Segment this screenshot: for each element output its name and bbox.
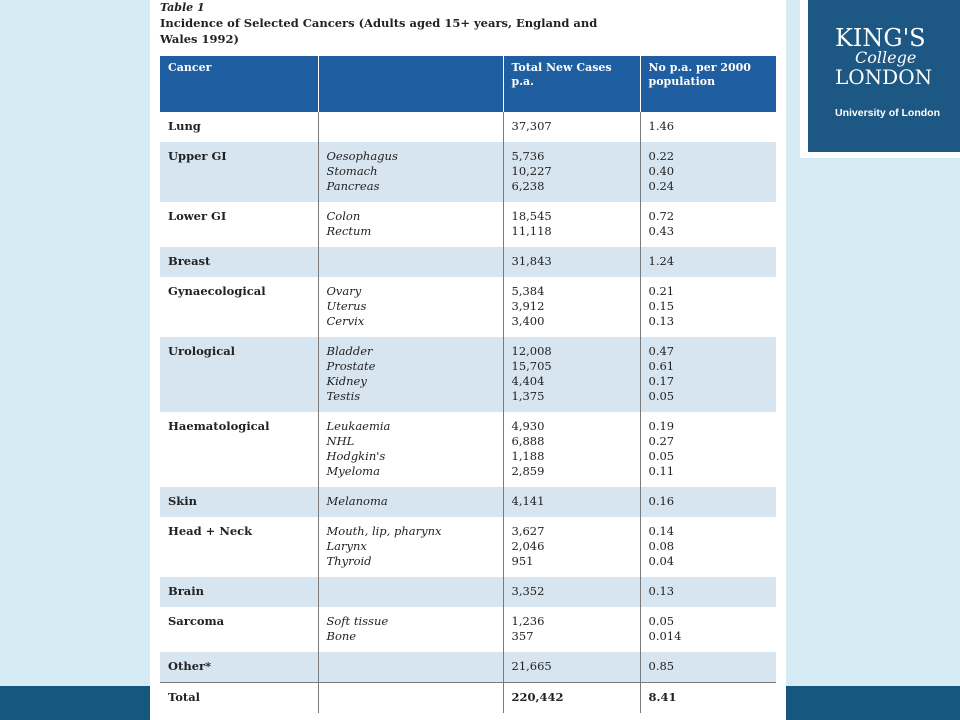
category-cell xyxy=(160,607,318,652)
category-cell-line: Head + Neck xyxy=(168,524,253,538)
table-row xyxy=(160,487,776,517)
subtype-cell-line xyxy=(327,659,495,674)
rate-cell-line: 0.61 xyxy=(648,359,675,373)
table-total-row xyxy=(160,683,776,714)
logo-kings-text: KING'S xyxy=(835,24,926,52)
cases-cell-line: 6,888 xyxy=(511,434,545,448)
subtype-cell-line: Kidney xyxy=(326,374,367,388)
subtype-cell-line: Prostate xyxy=(326,359,376,373)
cases-cell xyxy=(503,652,640,683)
cases-cell-line: 4,404 xyxy=(511,374,545,388)
subtype-cell-line: Testis xyxy=(326,389,361,403)
cases-cell xyxy=(503,202,640,247)
table-row xyxy=(160,412,776,487)
rate-cell-line: 0.16 xyxy=(648,494,675,508)
cases-cell-line: 3,627 xyxy=(511,524,545,538)
subtype-cell-line: NHL xyxy=(326,434,355,448)
cases-cell-line: 15,705 xyxy=(511,359,552,373)
rate-cell xyxy=(640,142,776,202)
rate-cell xyxy=(640,337,776,412)
rate-cell-line: 0.05 xyxy=(648,614,675,628)
subtype-cell-line: Leukaemia xyxy=(326,419,391,433)
subtype-cell xyxy=(318,412,503,487)
cases-cell-line: 37,307 xyxy=(511,119,552,133)
category-cell-line: Breast xyxy=(168,254,211,268)
subtype-cell-line xyxy=(327,254,495,269)
cases-cell-line: 3,352 xyxy=(511,584,545,598)
rate-cell-line: 0.05 xyxy=(648,449,675,463)
category-cell-line: Haematological xyxy=(168,419,270,433)
cases-cell-line: 2,859 xyxy=(511,464,545,478)
subtype-cell-line: Bladder xyxy=(326,344,373,358)
cases-cell-line: 18,545 xyxy=(511,209,552,223)
table-row xyxy=(160,247,776,277)
subtype-cell xyxy=(318,112,503,142)
category-cell xyxy=(160,277,318,337)
rate-cell xyxy=(640,112,776,142)
subtype-cell-line: Stomach xyxy=(326,164,378,178)
subtype-cell xyxy=(318,487,503,517)
subtype-cell-line: Melanoma xyxy=(326,494,388,508)
subtype-cell xyxy=(318,142,503,202)
table-label: Table 1 xyxy=(160,1,205,14)
rate-cell-line: 0.014 xyxy=(648,629,682,643)
subtype-cell-line: Oesophagus xyxy=(326,149,398,163)
rate-cell-line: 0.11 xyxy=(648,464,675,478)
rate-cell-line: 0.14 xyxy=(648,524,675,538)
category-cell xyxy=(160,517,318,577)
rate-cell-line: 1.46 xyxy=(648,119,675,133)
header-total-cases: Total New Cases p.a. xyxy=(503,56,640,112)
subtype-cell-line: Colon xyxy=(326,209,361,223)
category-cell-line: Lower GI xyxy=(168,209,227,223)
rate-cell xyxy=(640,652,776,683)
cases-cell-line: 357 xyxy=(511,629,534,643)
cases-cell-line: 1,188 xyxy=(511,449,545,463)
cases-cell xyxy=(503,517,640,577)
subtype-cell xyxy=(318,517,503,577)
table-row xyxy=(160,517,776,577)
rate-cell-line: 0.17 xyxy=(648,374,675,388)
cases-cell xyxy=(503,112,640,142)
subtype-cell-line xyxy=(327,119,495,134)
category-cell xyxy=(160,112,318,142)
subtype-cell-line: Pancreas xyxy=(326,179,380,193)
rate-cell-line: 0.13 xyxy=(648,314,675,328)
cases-cell-line: 5,736 xyxy=(511,149,545,163)
rate-cell xyxy=(640,277,776,337)
logo-london-text: LONDON xyxy=(835,65,933,89)
cases-cell-line: 11,118 xyxy=(511,224,552,238)
table-row xyxy=(160,577,776,607)
rate-cell-line: 0.04 xyxy=(648,554,675,568)
subtype-cell-line xyxy=(327,584,495,599)
subtype-cell xyxy=(318,247,503,277)
subtype-cell xyxy=(318,607,503,652)
cases-cell xyxy=(503,487,640,517)
category-cell xyxy=(160,202,318,247)
rate-cell-line: 0.24 xyxy=(648,179,675,193)
cases-cell-line: 31,843 xyxy=(511,254,552,268)
subtype-cell-line: Bone xyxy=(326,629,357,643)
rate-cell-line: 0.19 xyxy=(648,419,675,433)
subtype-cell-line: Myeloma xyxy=(326,464,380,478)
header-cancer: Cancer xyxy=(160,56,318,112)
subtype-cell-line: Rectum xyxy=(326,224,372,238)
rate-cell-line: 0.40 xyxy=(648,164,675,178)
cases-cell-line: 10,227 xyxy=(511,164,552,178)
cases-cell-line: 21,665 xyxy=(511,659,552,673)
cases-cell-line: 2,046 xyxy=(511,539,545,553)
category-cell xyxy=(160,247,318,277)
subtype-cell xyxy=(318,202,503,247)
table-row xyxy=(160,142,776,202)
rate-cell-line: 0.13 xyxy=(648,584,675,598)
total-rate-cell: 8.41 xyxy=(640,683,776,714)
table-title: Incidence of Selected Cancers (Adults aged 15+ years, England and Wales 1992) xyxy=(160,16,598,46)
rate-cell-line: 0.22 xyxy=(648,149,675,163)
rate-cell-line: 0.47 xyxy=(648,344,675,358)
rate-cell xyxy=(640,247,776,277)
table-row xyxy=(160,337,776,412)
cases-cell-line: 1,375 xyxy=(511,389,545,403)
rate-cell xyxy=(640,202,776,247)
category-cell xyxy=(160,337,318,412)
total-empty-cell xyxy=(318,683,503,714)
subtype-cell-line: Soft tissue xyxy=(326,614,389,628)
cases-cell xyxy=(503,247,640,277)
table-row xyxy=(160,277,776,337)
rate-cell-line: 0.21 xyxy=(648,284,675,298)
subtype-cell xyxy=(318,277,503,337)
cases-cell xyxy=(503,277,640,337)
category-cell-line: Brain xyxy=(168,584,204,598)
cases-cell xyxy=(503,607,640,652)
rate-cell-line: 0.85 xyxy=(648,659,675,673)
cases-cell xyxy=(503,142,640,202)
category-cell-line: Other* xyxy=(168,659,212,673)
subtype-cell-line: Larynx xyxy=(326,539,367,553)
category-cell-line: Upper GI xyxy=(168,149,227,163)
subtype-cell-line: Cervix xyxy=(326,314,365,328)
table-row xyxy=(160,652,776,683)
kings-college-london-logo xyxy=(808,0,960,152)
subtype-cell-line: Thyroid xyxy=(326,554,372,568)
subtype-cell-line: Uterus xyxy=(326,299,367,313)
category-cell xyxy=(160,577,318,607)
header-rate: No p.a. per 2000 population xyxy=(640,56,776,112)
rate-cell-line: 0.43 xyxy=(648,224,675,238)
category-cell-line: Lung xyxy=(168,119,201,133)
category-cell xyxy=(160,412,318,487)
rate-cell-line: 1.24 xyxy=(648,254,675,268)
cancer-incidence-table xyxy=(160,56,776,713)
rate-cell-line: 0.08 xyxy=(648,539,675,553)
cases-cell-line: 951 xyxy=(511,554,534,568)
subtype-cell xyxy=(318,577,503,607)
subtype-cell xyxy=(318,337,503,412)
table-row xyxy=(160,607,776,652)
rate-cell-line: 0.15 xyxy=(648,299,675,313)
rate-cell xyxy=(640,607,776,652)
logo-university-text: University of London xyxy=(835,107,940,119)
category-cell xyxy=(160,487,318,517)
table-header-row xyxy=(160,56,776,112)
cases-cell-line: 3,400 xyxy=(511,314,545,328)
rate-cell xyxy=(640,487,776,517)
rate-cell-line: 0.27 xyxy=(648,434,675,448)
table-row xyxy=(160,202,776,247)
cases-cell xyxy=(503,577,640,607)
category-cell-line: Sarcoma xyxy=(168,614,225,628)
table-row xyxy=(160,112,776,142)
category-cell-line: Skin xyxy=(168,494,198,508)
rate-cell xyxy=(640,412,776,487)
subtype-cell-line: Mouth, lip, pharynx xyxy=(326,524,442,538)
category-cell xyxy=(160,142,318,202)
category-cell xyxy=(160,652,318,683)
rate-cell xyxy=(640,577,776,607)
cases-cell-line: 4,930 xyxy=(511,419,545,433)
subtype-cell xyxy=(318,652,503,683)
total-cases-cell: 220,442 xyxy=(503,683,640,714)
cases-cell xyxy=(503,412,640,487)
category-cell-line: Urological xyxy=(168,344,236,358)
cases-cell-line: 1,236 xyxy=(511,614,545,628)
rate-cell-line: 0.72 xyxy=(648,209,675,223)
cases-cell-line: 3,912 xyxy=(511,299,545,313)
rate-cell-line: 0.05 xyxy=(648,389,675,403)
subtype-cell-line: Hodgkin's xyxy=(326,449,386,463)
header-subtype xyxy=(318,56,503,112)
subtype-cell-line: Ovary xyxy=(326,284,362,298)
cases-cell-line: 12,008 xyxy=(511,344,552,358)
cases-cell-line: 6,238 xyxy=(511,179,545,193)
rate-cell xyxy=(640,517,776,577)
total-label-cell: Total xyxy=(160,683,318,714)
cases-cell xyxy=(503,337,640,412)
cases-cell-line: 4,141 xyxy=(511,494,545,508)
category-cell-line: Gynaecological xyxy=(168,284,266,298)
logo-college-text: College xyxy=(855,48,917,67)
cases-cell-line: 5,384 xyxy=(511,284,545,298)
